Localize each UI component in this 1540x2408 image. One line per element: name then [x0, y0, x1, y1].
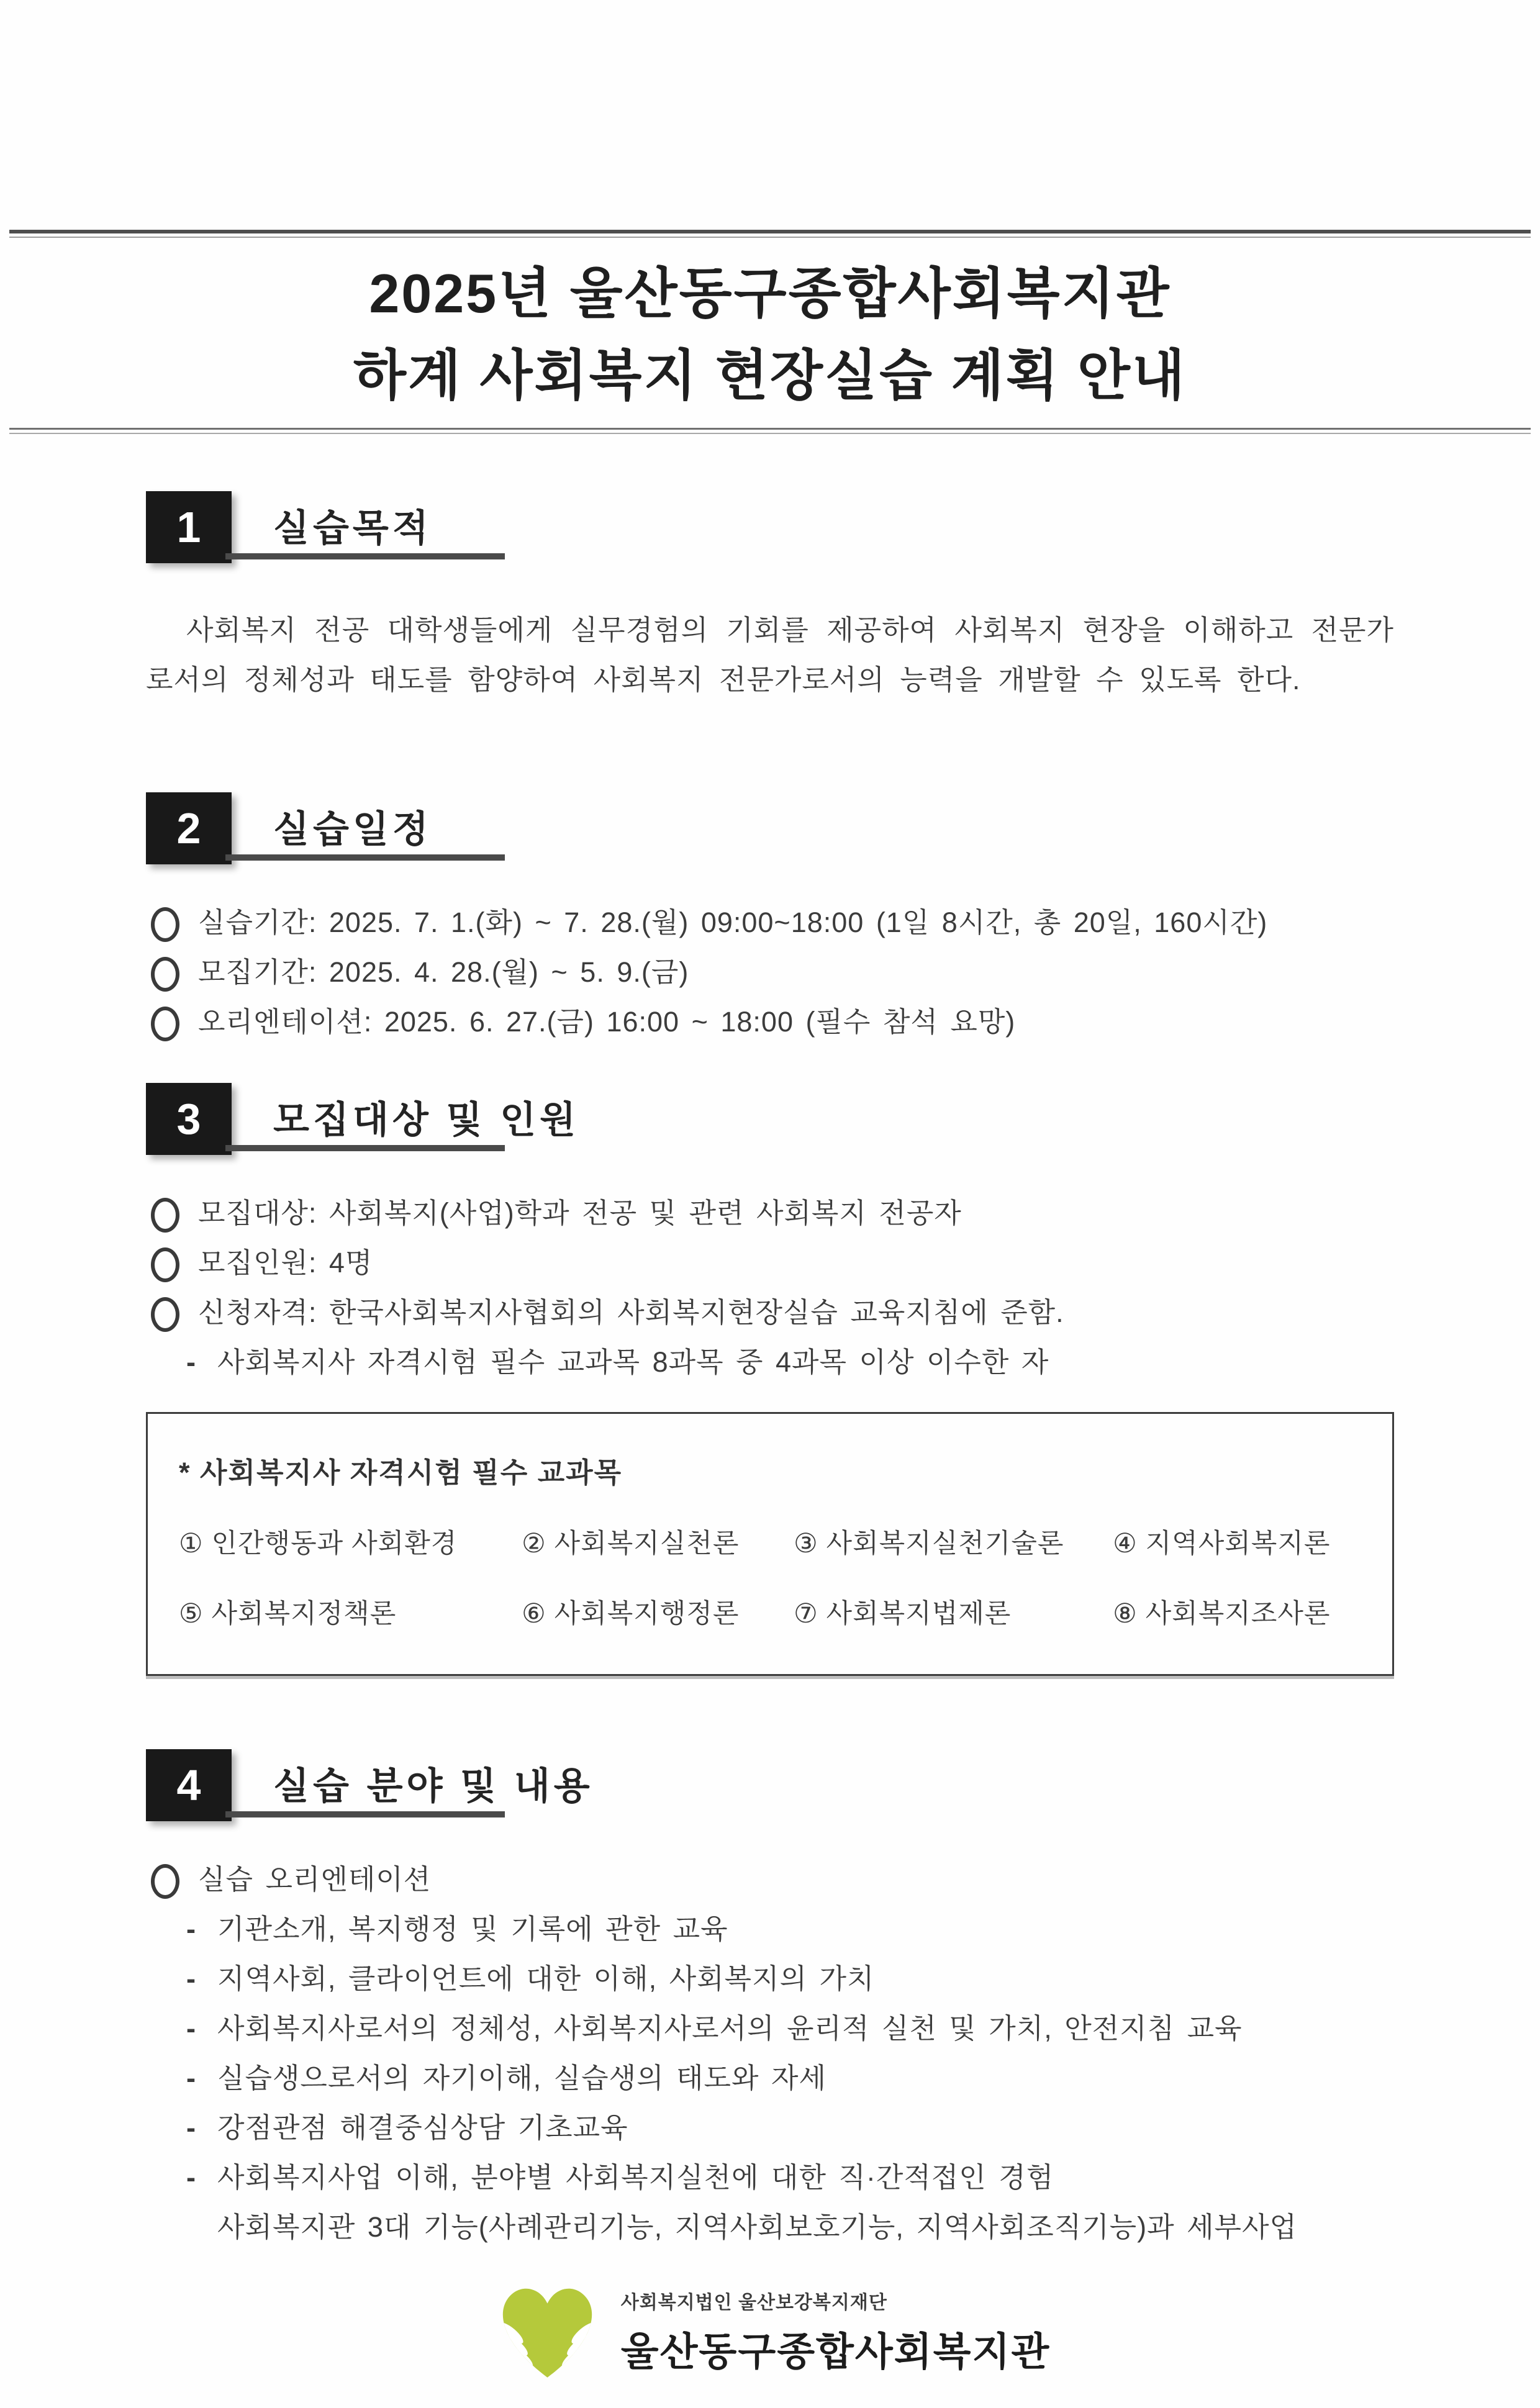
list-item: [146, 898, 1394, 948]
title-top-rule: [9, 230, 1531, 233]
dash-bullet: -: [186, 2112, 196, 2143]
list-item-text: 실습 오리엔테이션: [198, 1863, 432, 1895]
list-item-text: 신청자격: 한국사회복지사협회의 사회복지현장실습 교육지침에 준함.: [198, 1297, 1064, 1328]
footer-org-text: [621, 2287, 1050, 2377]
list-subitem: [146, 1904, 1394, 1954]
course-item: ② 사회복지실천론: [522, 1529, 740, 1559]
section4-heading: 실습 분야 및 내용: [273, 1765, 594, 1807]
list-subitem-text: 사회복지사업 이해, 분야별 사회복지실천에 대한 직·간적접인 경험: [217, 2161, 1054, 2193]
course-item: ① 인간행동과 사회환경: [179, 1529, 458, 1559]
list-subitem: [146, 2153, 1394, 2202]
section1-heading-rule: [225, 553, 505, 559]
section2-heading-rule: [225, 854, 505, 861]
list-subitem: [146, 2053, 1394, 2103]
footer-org-large: 울산동구종합사회복지관: [620, 2330, 1051, 2374]
section4-list: [146, 1855, 1394, 2252]
section4-header: [146, 1749, 1394, 1831]
list-subitem-text: 강점관점 해결중심상담 기초교육: [217, 2112, 628, 2143]
document-title: [9, 238, 1531, 428]
dash-bullet: -: [186, 1346, 196, 1378]
list-subitem: [146, 2004, 1394, 2053]
list-subitem: [146, 1338, 1394, 1387]
list-item: [146, 948, 1394, 997]
document-content: [146, 434, 1394, 2252]
list-item-text: 모집인원: 4명: [198, 1247, 373, 1279]
list-subitem-text: 사회복지사로서의 정체성, 사회복지사로서의 윤리적 실천 및 가치, 안전지침 교육: [217, 2012, 1243, 2044]
list-subitem-text: 사회복지사 자격시험 필수 교과목 8과목 중 4과목 이상 이수한 자: [217, 1346, 1049, 1378]
heart-logo-icon: [490, 2281, 605, 2383]
required-courses-title: * 사회복지사 자격시험 필수 교과목: [179, 1457, 623, 1488]
section3-heading: 모집대상 및 인원: [273, 1099, 580, 1141]
list-continuation-text: 사회복지관 3대 기능(사례관리기능, 지역사회보호기능, 지역사회조직기능)과 세부사업: [217, 2211, 1297, 2243]
list-item-text: 오리엔테이션: 2025. 6. 27.(금) 16:00 ~ 18:00 (필수 참석 요망): [198, 1006, 1016, 1038]
list-item-text: 모집대상: 사회복지(사업)학과 전공 및 관련 사회복지 전공자: [198, 1197, 962, 1229]
circle-bullet-icon: [151, 1297, 179, 1332]
section3-header: [146, 1083, 1394, 1165]
course-item: ⑥ 사회복지행정론: [522, 1599, 740, 1629]
section3-heading-rule: [225, 1145, 505, 1151]
title-bottom-rule: [9, 428, 1531, 430]
section2-number-badge: 2: [146, 792, 232, 864]
course-item: ④ 지역사회복지론: [1113, 1529, 1331, 1559]
course-item: ⑦ 사회복지법제론: [794, 1599, 1012, 1629]
section2-list: [146, 898, 1394, 1047]
document-page: [0, 230, 1540, 2408]
list-item: [146, 997, 1394, 1047]
circle-bullet-icon: [151, 1007, 179, 1041]
list-item-text: 모집기간: 2025. 4. 28.(월) ~ 5. 9.(금): [198, 956, 689, 988]
circle-bullet-icon: [151, 957, 179, 992]
course-row-1: [179, 1523, 1361, 1560]
section1-paragraph: 사회복지 전공 대학생들에게 실무경험의 기회를 제공하여 사회복지 현장을 이해하고 전문가로서의 정체성과 태도를 함양하여 사회복지 전문가로서의 능력을 개발할 수 있도록 한다.: [146, 614, 1394, 695]
list-subitem-text: 지역사회, 클라이언트에 대한 이해, 사회복지의 가치: [217, 1963, 875, 1994]
list-subitem: [146, 1954, 1394, 2004]
list-item: [146, 1855, 1394, 1904]
course-item: ③ 사회복지실천기술론: [794, 1529, 1064, 1559]
section1-heading: 실습목적: [273, 507, 432, 549]
section3-list: [146, 1188, 1394, 1387]
section4-number-badge: 4: [146, 1749, 232, 1821]
dash-bullet: -: [186, 1913, 196, 1945]
list-item-text: 실습기간: 2025. 7. 1.(화) ~ 7. 28.(월) 09:00~18:00 (1일 8시간, 총 20일, 160시간): [198, 907, 1268, 938]
section2-header: [146, 792, 1394, 874]
circle-bullet-icon: [151, 1198, 179, 1233]
list-subitem-text: 기관소개, 복지행정 및 기록에 관한 교육: [217, 1913, 728, 1945]
footer: [0, 2281, 1540, 2383]
dash-bullet: -: [186, 2161, 196, 2193]
title-block: [9, 230, 1531, 434]
list-subitem-text: 실습생으로서의 자기이해, 실습생의 태도와 자세: [217, 2062, 827, 2094]
course-row-2: [179, 1593, 1361, 1631]
dash-bullet: -: [186, 2012, 196, 2044]
course-item: ⑤ 사회복지정책론: [179, 1599, 397, 1629]
footer-org-small: 사회복지법인 울산보강복지재단: [620, 2293, 887, 2313]
list-subitem: [146, 2103, 1394, 2153]
required-courses-box: [146, 1412, 1394, 1676]
course-item: ⑧ 사회복지조사론: [1113, 1599, 1331, 1629]
circle-bullet-icon: [151, 907, 179, 942]
section2-heading: 실습일정: [273, 808, 432, 850]
section4-heading-rule: [225, 1811, 505, 1817]
section1-header: [146, 491, 1394, 573]
list-item: [146, 1188, 1394, 1238]
section3-number-badge: 3: [146, 1083, 232, 1155]
list-item: [146, 1238, 1394, 1288]
list-item: [146, 1288, 1394, 1338]
document-title-line2: 하계 사회복지 현장실습 계획 안내: [353, 345, 1187, 406]
dash-bullet: -: [186, 1963, 196, 1994]
circle-bullet-icon: [151, 1247, 179, 1282]
section1-number-badge: 1: [146, 491, 232, 563]
dash-bullet: -: [186, 2062, 196, 2094]
circle-bullet-icon: [151, 1864, 179, 1899]
document-title-line1: 2025년 울산동구종합사회복지관: [369, 263, 1171, 324]
